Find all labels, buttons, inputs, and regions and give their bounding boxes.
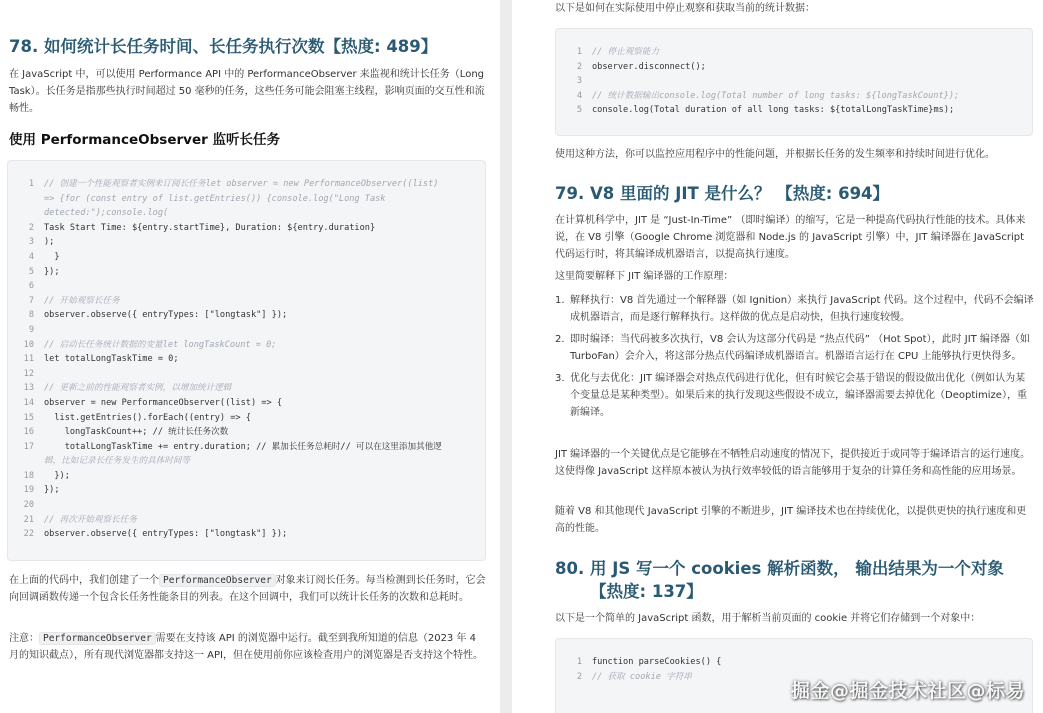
q78-number: 78. xyxy=(9,37,39,56)
q78-subheading: 使用 PerformanceObserver 监听长任务 xyxy=(9,132,280,148)
q78-title: 如何统计长任务时间、长任务执行次数【热度: 489】 xyxy=(43,37,438,56)
stop-code-lines xyxy=(556,45,1032,118)
line-number: 8 xyxy=(28,310,34,321)
q79-steps-list xyxy=(555,292,1035,426)
inline-code: PerformanceObserver xyxy=(39,632,156,645)
code-line xyxy=(8,498,485,513)
code-line xyxy=(8,265,485,280)
list-marker: 2. xyxy=(555,334,565,345)
right-page xyxy=(512,0,1043,713)
q80-title-line1: 用 JS 写一个 cookies 解析函数， 输出结果为一个对象 xyxy=(589,559,1004,578)
code-text: // 创建一个性能观察者实例来订阅长任务let observer = new PerformanceObserver((list) xyxy=(44,179,439,189)
code-text: // 再次开始观察长任务 xyxy=(44,514,137,525)
code-text: // 启动长任务统计数据的变量let longTaskCount = 0; xyxy=(44,339,277,350)
line-number: 20 xyxy=(23,500,34,511)
q79-title: V8 里面的 JIT 是什么？ 【热度: 694】 xyxy=(589,184,890,203)
code-line xyxy=(8,396,485,411)
code-text: console.log(Total duration of all long tasks: ${totalLongTaskTime}ms); xyxy=(592,105,955,116)
page-divider xyxy=(500,0,512,713)
code-line xyxy=(8,440,485,455)
line-number: 22 xyxy=(23,529,34,540)
q78-note xyxy=(9,630,489,664)
line-number: 4 xyxy=(576,90,582,101)
line-number: 18 xyxy=(23,470,34,481)
after-text-b: 对象来订阅长任务。每当检测到长任务时，它会向回调函数传递一个包含长任务性能条目的列表。在这个回调中，我们可以统计长任务的次数和总耗时。 xyxy=(9,575,486,603)
line-number: 3 xyxy=(576,76,582,87)
code-line xyxy=(8,425,485,440)
q79-p4: 随着 V8 和其他现代 JavaScript 引擎的不断进步，JIT 编译技术也在持续优化，以提供更快的执行速度和更高的性能。 xyxy=(555,506,1027,534)
code-line xyxy=(8,352,485,367)
code-line xyxy=(8,308,485,323)
left-page xyxy=(0,0,500,713)
line-number: 4 xyxy=(28,251,34,262)
q80-p1: 以下是一个简单的 JavaScript 函数，用于解析当前页面的 cookie 并将它们存储到一个对象中： xyxy=(555,613,981,624)
line-number: 21 xyxy=(23,514,34,525)
q80-heading xyxy=(555,558,1035,580)
code-line xyxy=(8,469,485,484)
code-line xyxy=(8,206,485,221)
code-text: Task Start Time: ${entry.startTime}, Duration: ${entry.duration} xyxy=(44,222,376,233)
line-number: 10 xyxy=(23,339,34,350)
code-line xyxy=(8,411,485,426)
note-label: 注意： xyxy=(9,633,39,644)
line-number: 1 xyxy=(576,657,582,667)
code-line xyxy=(8,192,485,207)
code-text: observer.disconnect(); xyxy=(592,61,706,72)
code-line xyxy=(556,45,1032,60)
code-text: } xyxy=(44,251,60,262)
code-line xyxy=(8,338,485,353)
q78-after-paragraph xyxy=(9,572,489,606)
q79-heading xyxy=(555,183,1035,205)
code-text: list.getEntries().forEach((entry) => { xyxy=(44,412,251,423)
watermark: 掘金@掘金技术社区@标易 xyxy=(790,680,1025,702)
code-line xyxy=(556,89,1032,104)
list-item-text: 优化与去优化：JIT 编译器会对热点代码进行优化，但有时候它会基于错误的假设做出优化（例如认为某个变量总是某种类型）。如果后来的执行发现这些假设不成立，编译器需要去掉优化（Deoptimize），重新编译。 xyxy=(570,373,1027,418)
code-text: longTaskCount++; // 统计长任务次数 xyxy=(44,427,229,438)
code-line xyxy=(556,60,1032,75)
code-text: // 获取 cookie 字符串 xyxy=(592,671,692,682)
code-line xyxy=(8,221,485,236)
line-number: 5 xyxy=(576,105,582,116)
code-line xyxy=(8,294,485,309)
line-number: 2 xyxy=(576,61,582,72)
line-number: 11 xyxy=(23,354,34,365)
code-line xyxy=(556,74,1032,89)
code-text: }); xyxy=(44,470,70,481)
code-text: 辑，比如记录长任务发生的具体时间等 xyxy=(44,456,191,467)
code-line xyxy=(8,250,485,265)
line-number: 1 xyxy=(28,179,34,189)
list-item-text: 即时编译：当代码被多次执行，V8 会认为这部分代码是 “热点代码” （Hot Spot），此时 JIT 编译器（如 TurboFan）会介入，将这部分热点代码编译成机器语言。机器语言运行在 CPU 上能够执行更快得多。 xyxy=(570,334,1030,362)
note-text: 需要在支持该 API 的浏览器中运行。截至到我所知道的信息（2023 年 4 月的知识截点），所有现代浏览器都支持这一 API，但在使用前你应该检查用户的浏览器是否支持这个特性。 xyxy=(9,633,483,661)
line-number: 7 xyxy=(28,295,34,306)
list-item xyxy=(555,331,1035,365)
code-line xyxy=(8,235,485,250)
code-text: function parseCookies() { xyxy=(592,657,722,667)
code-text: ); xyxy=(44,237,55,248)
code-line xyxy=(8,513,485,528)
line-number: 1 xyxy=(576,47,582,57)
code-text: => {for (const entry of list.getEntries()) {console.log("Long Task xyxy=(44,193,386,204)
list-marker: 3. xyxy=(555,373,565,384)
code-line xyxy=(556,655,1032,670)
code-line xyxy=(8,483,485,498)
line-number: 15 xyxy=(23,412,34,423)
code-line xyxy=(556,103,1032,118)
code-line xyxy=(8,381,485,396)
code-text: // 停止观察能力 xyxy=(592,47,660,57)
code-text: observer.observe({ entryTypes: ["longtask"] }); xyxy=(44,529,288,540)
line-number: 14 xyxy=(23,397,34,408)
code-text: detected:");console.log( xyxy=(44,208,169,219)
code-text: // 开始观察长任务 xyxy=(44,295,120,306)
line-number: 12 xyxy=(23,368,34,379)
q80-title-line2: 【热度: 137】 xyxy=(590,582,703,601)
code-text: // 统计数据输出console.log(Total number of long tasks: ${longTaskCount}); xyxy=(592,90,960,101)
line-number: 2 xyxy=(28,222,34,233)
after-text-a: 在上面的代码中，我们创建了一个 xyxy=(9,575,159,586)
code-text: // 更新之前的性能观察者实例，以增加统计逻辑 xyxy=(44,383,232,394)
line-number: 17 xyxy=(23,441,34,452)
code-text: }); xyxy=(44,485,60,496)
stop-intro: 以下是如何在实际使用中停止观察和获取当前的统计数据： xyxy=(555,3,815,14)
line-number: 5 xyxy=(28,266,34,277)
code-line xyxy=(8,323,485,338)
line-number: 2 xyxy=(576,671,582,682)
q78-intro: 在 JavaScript 中，可以使用 Performance API 中的 PerformanceObserver 来监视和统计长任务（Long Task）。长任务是指那些执行时间超过 50 毫秒的任务，这些任务可能会阻塞主线程，影响页面的交互性和流畅性。 xyxy=(9,69,485,114)
code-text: }); xyxy=(44,266,60,277)
line-number: 13 xyxy=(23,383,34,394)
list-marker: 1. xyxy=(555,295,565,306)
list-item xyxy=(555,370,1035,421)
stop-code-block xyxy=(555,28,1033,136)
stop-after: 使用这种方法，你可以监控应用程序中的性能问题，并根据长任务的发生频率和持续时间进行优化。 xyxy=(555,149,995,160)
line-number: 6 xyxy=(28,281,34,292)
q80-number: 80. xyxy=(555,559,585,578)
inline-code: PerformanceObserver xyxy=(159,574,276,587)
code-text: let totalLongTaskTime = 0; xyxy=(44,354,179,365)
q79-p2: 这里简要解释下 JIT 编译器的工作原理： xyxy=(555,271,734,282)
q78-code-lines xyxy=(8,177,485,542)
code-line xyxy=(8,454,485,469)
code-line xyxy=(8,177,485,192)
code-line xyxy=(8,279,485,294)
q79-p1: 在计算机科学中，JIT 是 “Just-In-Time” （即时编译）的缩写，它是一种提高代码执行性能的技术。具体来说，在 V8 引擎（Google Chrome 浏览器和 Node.js 的 JavaScript 引擎）中，JIT 编译器在 JavaScript 代码运行时，将其编译成机器语言，以提高执行速度。 xyxy=(555,215,1026,260)
line-number: 3 xyxy=(28,237,34,248)
code-line xyxy=(8,367,485,382)
q79-number: 79. xyxy=(555,184,585,203)
list-item-text: 解释执行：V8 首先通过一个解释器（如 Ignition）来执行 JavaScript 代码。这个过程中，代码不会编译成机器语言，而是逐行解释执行。这样做的优点是启动快，但执行速度较慢。 xyxy=(570,295,1034,323)
list-item xyxy=(555,292,1035,326)
code-text: observer.observe({ entryTypes: ["longtask"] }); xyxy=(44,310,288,321)
code-text: observer = new PerformanceObserver((list) => { xyxy=(44,397,282,408)
q78-heading xyxy=(9,36,489,58)
code-line xyxy=(8,527,485,542)
q79-p3: JIT 编译器的一个关键优点是它能够在不牺牲启动速度的情况下，提供接近于或同等于编译语言的运行速度。这使得像 JavaScript 这样原本被认为执行效率较低的语言能够用于复杂的计算任务和高性能的应用场景。 xyxy=(555,449,1031,477)
line-number: 9 xyxy=(28,324,34,335)
q78-code-block xyxy=(7,160,486,561)
code-text: totalLongTaskTime += entry.duration; // 累加长任务总耗时// 可以在这里添加其他逻 xyxy=(44,441,442,452)
line-number: 16 xyxy=(23,427,34,438)
line-number: 19 xyxy=(23,485,34,496)
